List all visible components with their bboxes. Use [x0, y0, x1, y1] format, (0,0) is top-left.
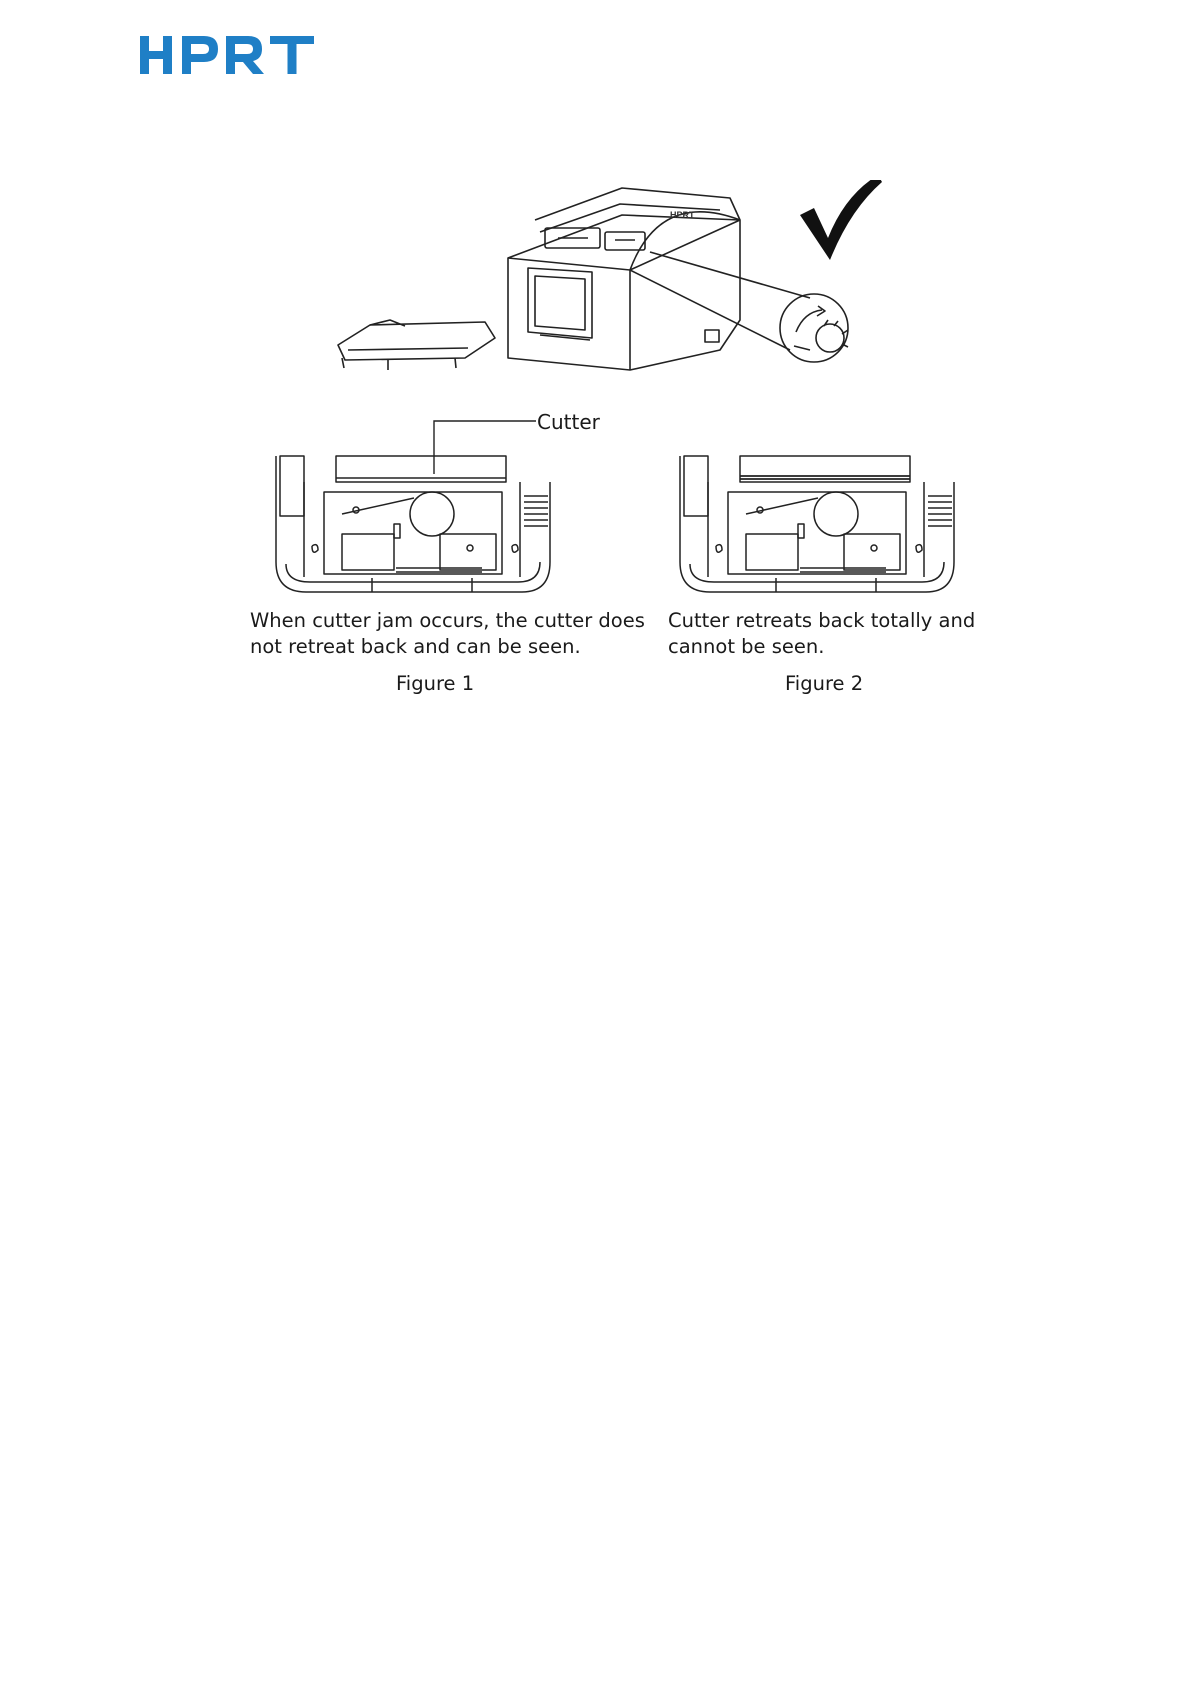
figure-2-mechanism-illustration — [676, 452, 966, 597]
figure-2-number: Figure 2 — [785, 672, 864, 695]
figure-1-caption: When cutter jam occurs, the cutter does not retreat back and can be seen. — [250, 609, 645, 658]
figure-1-mechanism-illustration — [272, 452, 562, 597]
printer-cover-removed-illustration — [330, 180, 890, 395]
printer-brand-mark: HPRT — [670, 210, 695, 220]
checkmark-icon — [800, 180, 882, 260]
figure-2-caption: Cutter retreats back totally and cannot be seen. — [668, 609, 976, 658]
hprt-logo — [138, 30, 318, 80]
cutter-label: Cutter — [537, 410, 600, 434]
figure-1-number: Figure 1 — [396, 672, 475, 695]
